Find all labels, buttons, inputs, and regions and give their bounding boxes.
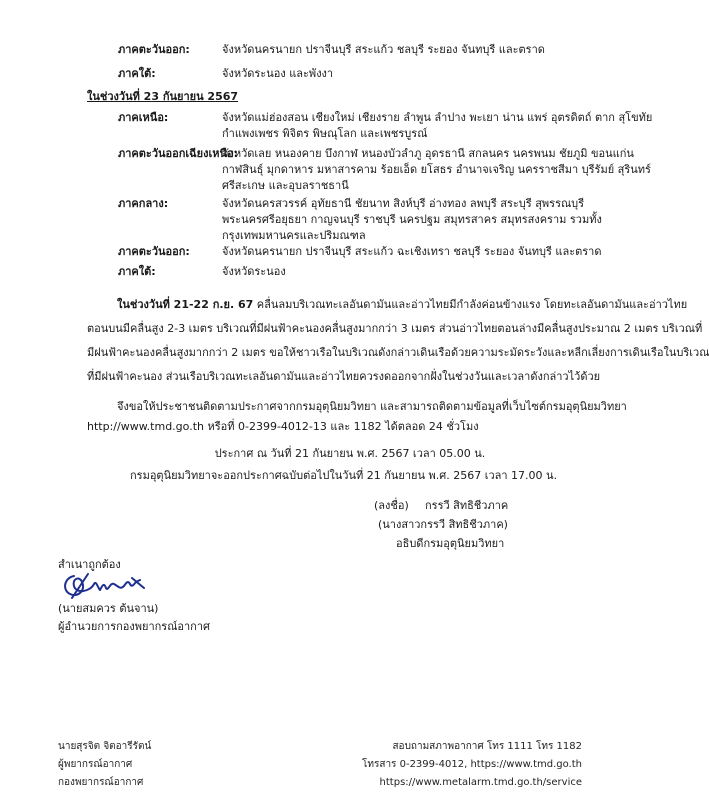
region-text-north-1: จังหวัดแม่ฮ่องสอน เชียงใหม่ เชียงราย ลำพูน ลำปาง พะเยา น่าน แพร่ อุตรดิตถ์ ตาก สุโขทัย <box>222 111 653 124</box>
wave-para-line-1-rest: คลื่นลมบริเวณทะเลอันดามันและอ่าวไทยมีกำลังค่อนข้างแรง โดยทะเลอันดามันและอ่าวไทย <box>253 298 688 311</box>
footer-contact-fax[interactable]: โทรสาร 0-2399-4012, https://www.tmd.go.th <box>362 759 582 770</box>
region-text-east: จังหวัดนครนายก ปราจีนบุรี สระแก้ว ฉะเชิงเทรา ชลบุรี ระยอง จันทบุรี และตราด <box>222 245 602 258</box>
region-text-central-1: จังหวัดนครสวรรค์ อุทัยธานี ชัยนาท สิงห์บุรี อ่างทอง ลพบุรี สระบุรี สุพรรณบุรี <box>222 197 585 210</box>
signed-prefix: (ลงชื่อ) <box>374 499 409 512</box>
region-label-south: ภาคใต้: <box>118 265 156 278</box>
date-heading: ในช่วงวันที่ 23 กันยายน 2567 <box>87 90 239 103</box>
signer-title: อธิบดีกรมอุตุนิยมวิทยา <box>396 537 505 550</box>
region-text-south-top: จังหวัดระนอง และพังงา <box>222 67 334 80</box>
region-text-northeast-2: กาฬสินธุ์ มุกดาหาร มหาสารคาม ร้อยเอ็ด ยโสธร อำนาจเจริญ นครราชสีมา บุรีรัมย์ สุรินทร์ <box>222 163 651 176</box>
announce-next: กรมอุตุนิยมวิทยาจะออกประกาศฉบับต่อไปในวันที่ 21 กันยายน พ.ศ. 2567 เวลา 17.00 น. <box>130 469 558 482</box>
signer-name: กรรวี สิทธิชีวภาค <box>425 499 509 512</box>
wave-para-line-3: มีฝนฟ้าคะนองคลื่นสูงมากกว่า 2 เมตร ขอให้ชาวเรือในบริเวณดังกล่าวเดินเรือด้วยความระมัดระวังและหลีกเลี่ยงการเดินเรือในบริเวณ <box>87 346 709 359</box>
region-label-central: ภาคกลาง: <box>118 197 169 210</box>
region-text-northeast-3: ศรีสะเกษ และอุบลราชธานี <box>222 179 349 192</box>
footer-author-dept: กองพยากรณ์อากาศ <box>58 777 144 788</box>
wave-para-lead: ในช่วงวันที่ 21-22 ก.ย. 67 <box>117 298 254 311</box>
certified-label: สำเนาถูกต้อง <box>58 558 121 571</box>
region-text-east-top: จังหวัดนครนายก ปราจีนบุรี สระแก้ว ชลบุรี ระยอง จันทบุรี และตราด <box>222 43 545 56</box>
wave-para-line-4: ที่มีฝนฟ้าคะนอง ส่วนเรือบริเวณทะเลอันดามันและอ่าวไทยควรงดออกจากฝั่งในช่วงวันและเวลาดังกล่าวไว้ด้วย <box>87 370 601 383</box>
handwritten-signature <box>60 568 150 602</box>
region-text-south: จังหวัดระนอง <box>222 265 286 278</box>
region-text-northeast-1: จังหวัดเลย หนองคาย บึงกาฬ หนองบัวลำภู อุดรธานี สกลนคร นครพนม ชัยภูมิ ขอนแก่น <box>222 147 634 160</box>
footer-contact-phone: สอบถามสภาพอากาศ โทร 1111 โทร 1182 <box>392 741 582 752</box>
contact-para-line-2: http://www.tmd.go.th หรือที่ 0-2399-4012-13 และ 1182 ได้ตลอด 24 ชั่วโมง <box>87 420 479 433</box>
certified-name: (นายสมควร ต้นจาน) <box>58 602 159 615</box>
wave-para-line-1 <box>117 296 687 314</box>
certified-position: ผู้อำนวยการกองพยากรณ์อากาศ <box>58 620 211 633</box>
signer-full-name: (นางสาวกรรวี สิทธิชีวภาค) <box>378 518 508 531</box>
region-label-north: ภาคเหนือ: <box>118 111 169 124</box>
region-text-central-2: พระนครศรีอยุธยา กาญจนบุรี ราชบุรี นครปฐม สมุทรสาคร สมุทรสงคราม รวมทั้ง <box>222 213 602 226</box>
footer-author-role: ผู้พยากรณ์อากาศ <box>58 759 133 770</box>
contact-para-line-1: จึงขอให้ประชาชนติดตามประกาศจากกรมอุตุนิยมวิทยา และสามารถติดตามข้อมูลที่เว็บไซต์กรมอุตุนิยมวิทยา <box>117 400 627 413</box>
footer-contact-service-link[interactable]: https://www.metalarm.tmd.go.th/service <box>379 777 582 788</box>
wave-para-line-2: ตอนบนมีคลื่นสูง 2-3 เมตร บริเวณที่มีฝนฟ้าคะนองคลื่นสูงมากกว่า 3 เมตร ส่วนอ่าวไทยตอนล่างมีคลื่นสูงประมาณ 2 เมตร บริเวณที่ <box>87 322 703 335</box>
region-label-east: ภาคตะวันออก: <box>118 245 190 258</box>
announce-issued: ประกาศ ณ วันที่ 21 กันยายน พ.ศ. 2567 เวลา 05.00 น. <box>214 447 486 460</box>
region-text-central-3: กรุงเทพมหานครและปริมณฑล <box>222 229 366 242</box>
region-text-north-2: กำแพงเพชร พิจิตร พิษณุโลก และเพชรบูรณ์ <box>222 127 428 140</box>
region-label-south-top: ภาคใต้: <box>118 67 156 80</box>
footer-author: นายสุรจิต จิตอารีรัตน์ <box>58 741 152 752</box>
region-label-northeast: ภาคตะวันออกเฉียงเหนือ: <box>118 147 239 160</box>
region-label-east-top: ภาคตะวันออก: <box>118 43 190 56</box>
